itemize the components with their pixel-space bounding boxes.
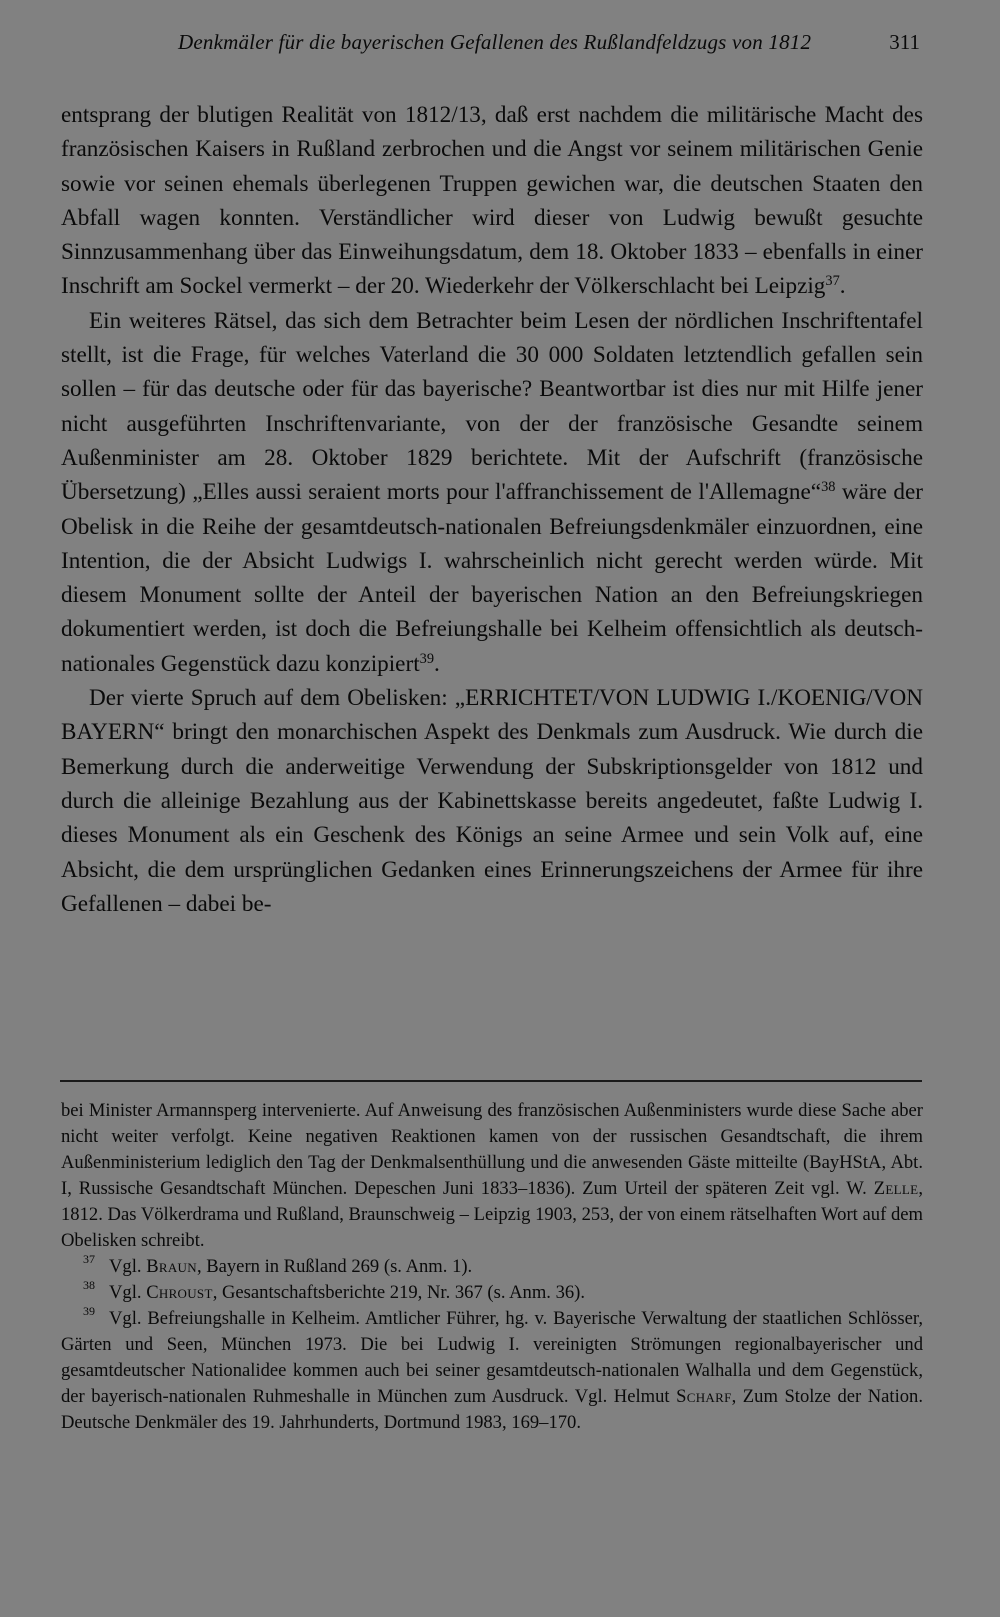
footnote-ref-38[interactable]: 38	[821, 479, 836, 496]
footnote-37-author: Braun	[146, 1256, 197, 1277]
footnote-37-text-b: , Bayern in Rußland 269 (s. Anm. 1).	[196, 1256, 473, 1277]
footnote-divider	[60, 1080, 922, 1082]
footnote-ref-37[interactable]: 37	[825, 273, 840, 290]
footnote-38-text-a: Vgl.	[109, 1282, 147, 1303]
footnotes	[61, 1098, 923, 1436]
footnote-39-number: 39	[83, 1304, 95, 1318]
paragraph-2	[61, 304, 923, 681]
footnote-39	[61, 1306, 923, 1436]
footnote-37	[61, 1254, 923, 1280]
footnote-continuation-text-a: bei Minister Armannsperg intervenierte. Auf Anweisung des französischen Außenministers wurde diese Sache aber nicht weiter verfolgt. Keine negativen Reaktionen kamen von der russischen Gesandtschaft, die ihrem Außenministerium lediglich den Tag der Denkmalsenthüllung und die anwesenden Gäste mitteilte (BayHStA, Abt. I, Russische Gesandtschaft München. Depeschen Juni 1833–1836). Zum Urteil der späteren Zeit vgl. W.	[61, 1100, 923, 1199]
running-title: Denkmäler für die bayerischen Gefallenen des Rußlandfeldzugs von 1812	[178, 30, 812, 54]
paragraph-3	[61, 681, 923, 921]
footnote-39-author: Scharf	[676, 1386, 732, 1407]
paragraph-3-text: Der vierte Spruch auf dem Obelisken: „ERRICHTET/VON LUDWIG I./KOENIG/VON BAYERN“ bringt den monarchischen Aspekt des Denkmals zum Ausdruck. Wie durch die Bemerkung durch die anderweitige Verwendung der Subskriptionsgelder von 1812 und durch die alleinige Bezahlung aus der Kabinettskasse bereits angedeutet, faßte Ludwig I. dieses Monument als ein Geschenk des Königs an seine Armee und sein Volk auf, eine Absicht, die dem ursprünglichen Gedanken eines Erinnerungszeichens der Armee für ihre Gefallenen – dabei be-	[61, 685, 923, 917]
footnote-39-text-b: , Zum Stolze der Nation. Deutsche Denkmäler des 19. Jahrhunderts, Dortmund 1983, 169–170.	[61, 1386, 923, 1433]
paragraph-1-text: entsprang der blutigen Realität von 1812/13, daß erst nachdem die militärische Macht des französischen Kaisers in Rußland zerbrochen und die Angst vor seinem militärischen Genie sowie vor seinen ehemals überlegenen Truppen gewichen war, die deutschen Staaten den Abfall wagen konnten. Verständlicher wird dieser von Ludwig bewußt gesuchte Sinnzusammenhang über das Einweihungsdatum, dem 18. Oktober 1833 – ebenfalls in einer Inschrift am Sockel vermerkt – der 20. Wiederkehr der Völkerschlacht bei Leipzig	[61, 102, 923, 300]
footnote-continuation	[61, 1098, 923, 1254]
paragraph-1-end: .	[839, 273, 846, 300]
paragraph-1	[61, 98, 923, 304]
paragraph-2-end: .	[434, 650, 440, 677]
body-text	[61, 98, 923, 921]
footnote-38-author: Chroust	[146, 1282, 213, 1303]
footnote-38	[61, 1280, 923, 1306]
footnote-38-number: 38	[83, 1278, 95, 1292]
footnote-continuation-text-b: , 1812. Das Völkerdrama und Rußland, Braunschweig – Leipzig 1903, 253, der von einem rätselhaften Wort auf dem Obelisken schreibt.	[61, 1178, 923, 1251]
footnote-38-text-b: , Gesantschaftsberichte 219, Nr. 367 (s. Anm. 36).	[212, 1282, 586, 1303]
page-number: 311	[889, 30, 920, 54]
footnote-39-text-a: Vgl. Befreiungshalle in Kelheim. Amtlicher Führer, hg. v. Bayerische Verwaltung der staatlichen Schlösser, Gärten und Seen, München 1973. Die bei Ludwig I. vereinigten Strömungen regionalbayerischer und gesamtdeutscher Nationalidee kommen auch bei seiner gesamtdeutsch-nationalen Walhalla und dem Gegenstück, der bayerisch-nationalen Ruhmeshalle in München zum Ausdruck. Vgl. Helmut	[61, 1308, 923, 1407]
running-head	[60, 30, 920, 64]
footnote-37-text-a: Vgl.	[109, 1256, 147, 1277]
footnote-ref-39[interactable]: 39	[419, 650, 435, 667]
paragraph-2-text-a: Ein weiteres Rätsel, das sich dem Betrachter beim Lesen der nördlichen Inschriftentafel stellt, ist die Frage, für welches Vaterland die 30 000 Soldaten letztendlich gefallen sein sollen – für das deutsche oder für das bayerische? Beantwortbar ist dies nur mit Hilfe jener nicht ausgeführten Inschriftenvariante, von der der französische Gesandte seinem Außenminister am 28. Oktober 1829 berichtete. Mit der Aufschrift (französische Übersetzung) „Elles aussi seraient morts pour l'affranchissement de l'Allemagne“	[61, 307, 923, 506]
footnote-37-number: 37	[83, 1252, 95, 1266]
footnote-author-zelle: Zelle	[873, 1178, 919, 1199]
paragraph-2-text-b: wäre der Obelisk in die Reihe der gesamtdeutsch-nationalen Befreiungsdenkmäler einzuordnen, eine Intention, die der Absicht Ludwigs I. wahrscheinlich nicht gerecht werden würde. Mit diesem Monument sollte der Anteil der bayerischen Nation an den Befreiungskriegen dokumentiert werden, ist doch die Befreiungshalle bei Kelheim offensichtlich als deutsch-nationales Gegenstück dazu konzipiert	[61, 479, 923, 677]
